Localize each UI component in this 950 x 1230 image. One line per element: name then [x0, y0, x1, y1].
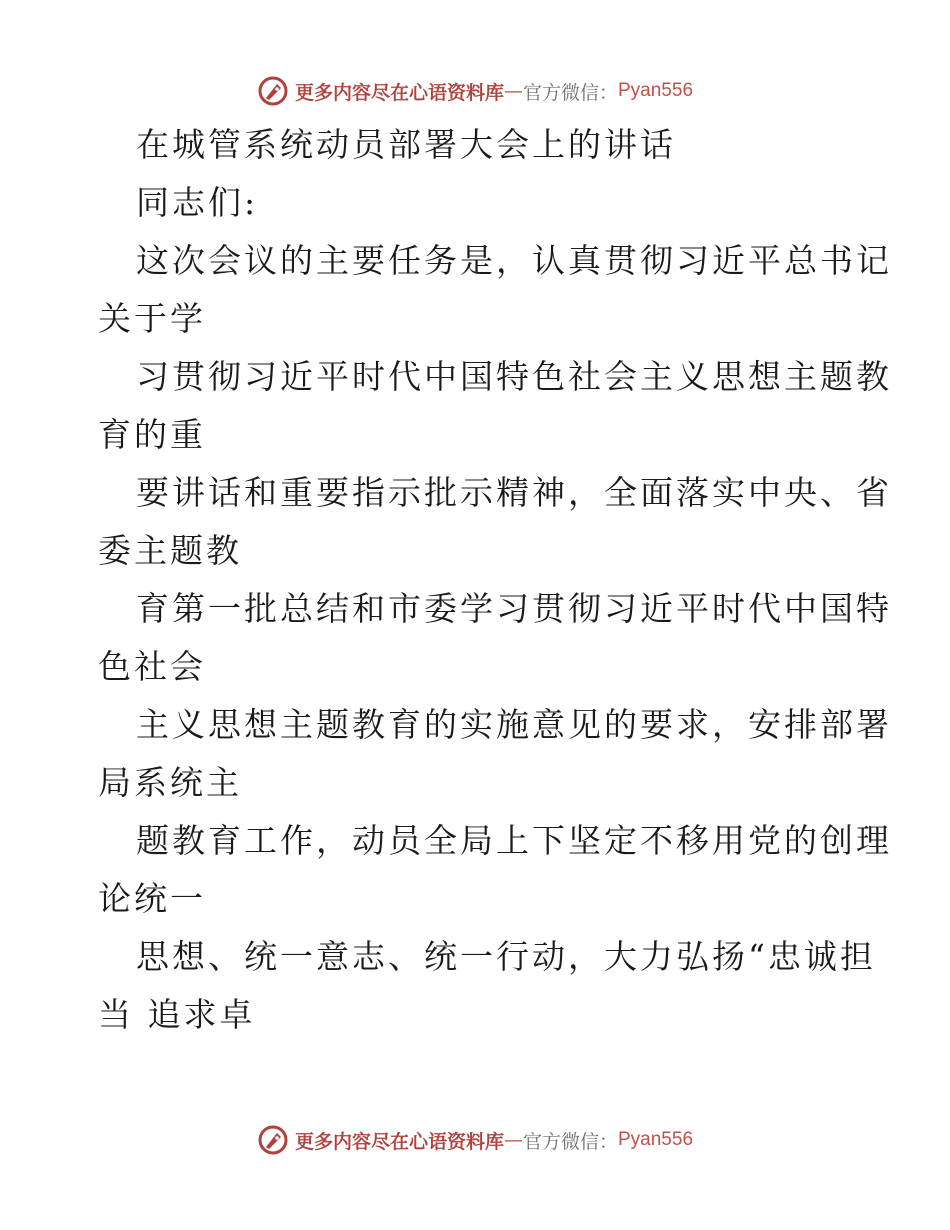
watermark-id: Pyan556 — [618, 80, 694, 101]
text-line: 题教育工作，动员全局上下坚定不移用党的创理 — [136, 821, 892, 860]
footer-watermark — [0, 1120, 950, 1160]
text-line: 习贯彻习近平时代中国特色社会主义思想主题教 — [136, 357, 892, 396]
watermark-label: 官方微信： — [522, 1130, 618, 1153]
salutation: 同志们: — [136, 183, 259, 222]
pen-nib-logo-icon — [257, 75, 289, 107]
watermark-main-text: 更多内容尽在心语资料库 — [294, 1130, 504, 1153]
watermark-separator: — — [503, 1129, 523, 1151]
header-watermark — [0, 71, 950, 111]
text-line: 关于学 — [98, 299, 206, 338]
text-line: 色社会 — [98, 647, 206, 686]
document-body — [98, 116, 892, 1044]
text-line: 这次会议的主要任务是，认真贯彻习近平总书记 — [136, 241, 892, 280]
text-line: 主义思想主题教育的实施意见的要求，安排部署 — [136, 705, 892, 744]
text-line: 委主题教 — [98, 531, 242, 570]
text-line: 论统一 — [98, 879, 206, 918]
watermark-separator: — — [503, 80, 523, 102]
document-title: 在城管系统动员部署大会上的讲话 — [136, 125, 676, 164]
text-line: 局系统主 — [98, 763, 242, 802]
text-line: 要讲话和重要指示批示精神，全面落实中央、省 — [136, 473, 892, 512]
text-line: 育第一批总结和市委学习贯彻习近平时代中国特 — [136, 589, 892, 628]
pen-nib-logo-icon — [257, 1124, 289, 1156]
watermark-id: Pyan556 — [618, 1129, 694, 1150]
text-line: 思想、统一意志、统一行动，大力弘扬“忠诚担 — [136, 937, 876, 976]
watermark-label: 官方微信： — [522, 81, 618, 104]
watermark-main-text: 更多内容尽在心语资料库 — [294, 81, 504, 104]
text-line: 育的重 — [98, 415, 206, 454]
text-line: 当 追求卓 — [98, 995, 256, 1034]
